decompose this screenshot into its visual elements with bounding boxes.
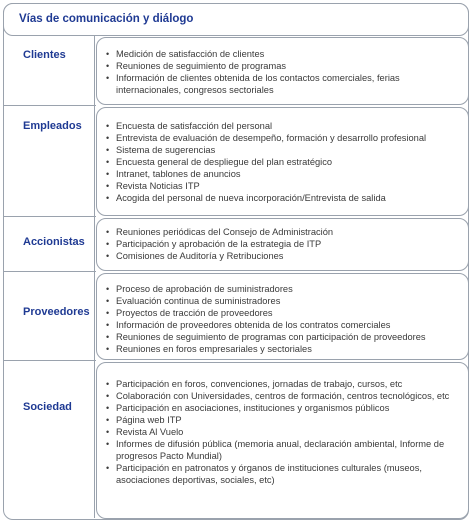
list-item: • Entrevista de evaluación de desempeño, formación y desarrollo profesional (97, 132, 468, 144)
list-item: • Participación en patronatos y órganos de instituciones culturales (museos, asociaciones deportivas, sociales, etc) (97, 462, 468, 486)
row-content-accionistas (96, 218, 469, 271)
list-item: • Información de clientes obtenida de los contactos comerciales, ferias internacionales, congresos sectoriales (97, 72, 468, 96)
list-item: • Encuesta general de despliegue del plan estratégico (97, 156, 468, 168)
list-item: • Sistema de sugerencias (97, 144, 468, 156)
row-label-text: Empleados (23, 120, 82, 132)
list-item: • Proceso de aprobación de suministradores (97, 283, 468, 295)
row-label-proveedores (3, 272, 95, 360)
list-item: • Reuniones de seguimiento de programas con participación de proveedores (97, 331, 468, 343)
list-item: • Participación en foros, convenciones, jornadas de trabajo, cursos, etc (97, 378, 468, 390)
table-header (3, 3, 469, 36)
list-item: • Revista Noticias ITP (97, 180, 468, 192)
list-item: • Proyectos de tracción de proveedores (97, 307, 468, 319)
row-label-empleados (3, 106, 95, 216)
list-item: • Participación en asociaciones, instituciones y organismos públicos (97, 402, 468, 414)
row-label-accionistas (3, 217, 95, 271)
row-label-text: Accionistas (23, 236, 85, 248)
list-item: • Reuniones periódicas del Consejo de Administración (97, 226, 468, 238)
list-item: • Informes de difusión pública (memoria anual, declaración ambiental, Informe de progresos Pacto Mundial) (97, 438, 468, 462)
row-label-text: Clientes (23, 49, 66, 61)
list-item: • Revista Al Vuelo (97, 426, 468, 438)
bullet-list (97, 283, 468, 355)
row-label-text: Sociedad (23, 401, 72, 413)
bullet-list (97, 226, 468, 262)
row-content-clientes (96, 37, 469, 105)
list-item: • Colaboración con Universidades, centros de formación, centros tecnológicos, etc (97, 390, 468, 402)
row-label-clientes (3, 36, 95, 105)
list-item: • Comisiones de Auditoría y Retribuciones (97, 250, 468, 262)
list-item: • Medición de satisfacción de clientes (97, 48, 468, 60)
bullet-list (97, 48, 468, 96)
bullet-list (97, 378, 468, 486)
table-title: Vías de comunicación y diálogo (19, 13, 194, 25)
list-item: • Página web ITP (97, 414, 468, 426)
list-item: • Acogida del personal de nueva incorporación/Entrevista de salida (97, 192, 468, 204)
list-item: • Intranet, tablones de anuncios (97, 168, 468, 180)
list-item: • Evaluación continua de suministradores (97, 295, 468, 307)
list-item: • Reuniones en foros empresariales y sectoriales (97, 343, 468, 355)
row-content-sociedad (96, 362, 469, 519)
row-label-text: Proveedores (23, 306, 90, 318)
list-item: • Participación y aprobación de la estrategia de ITP (97, 238, 468, 250)
row-content-proveedores (96, 273, 469, 360)
row-content-empleados (96, 107, 469, 216)
list-item: • Reuniones de seguimiento de programas (97, 60, 468, 72)
row-label-sociedad (3, 361, 95, 518)
list-item: • Información de proveedores obtenida de los contratos comerciales (97, 319, 468, 331)
list-item: • Encuesta de satisfacción del personal (97, 120, 468, 132)
bullet-list (97, 120, 468, 204)
